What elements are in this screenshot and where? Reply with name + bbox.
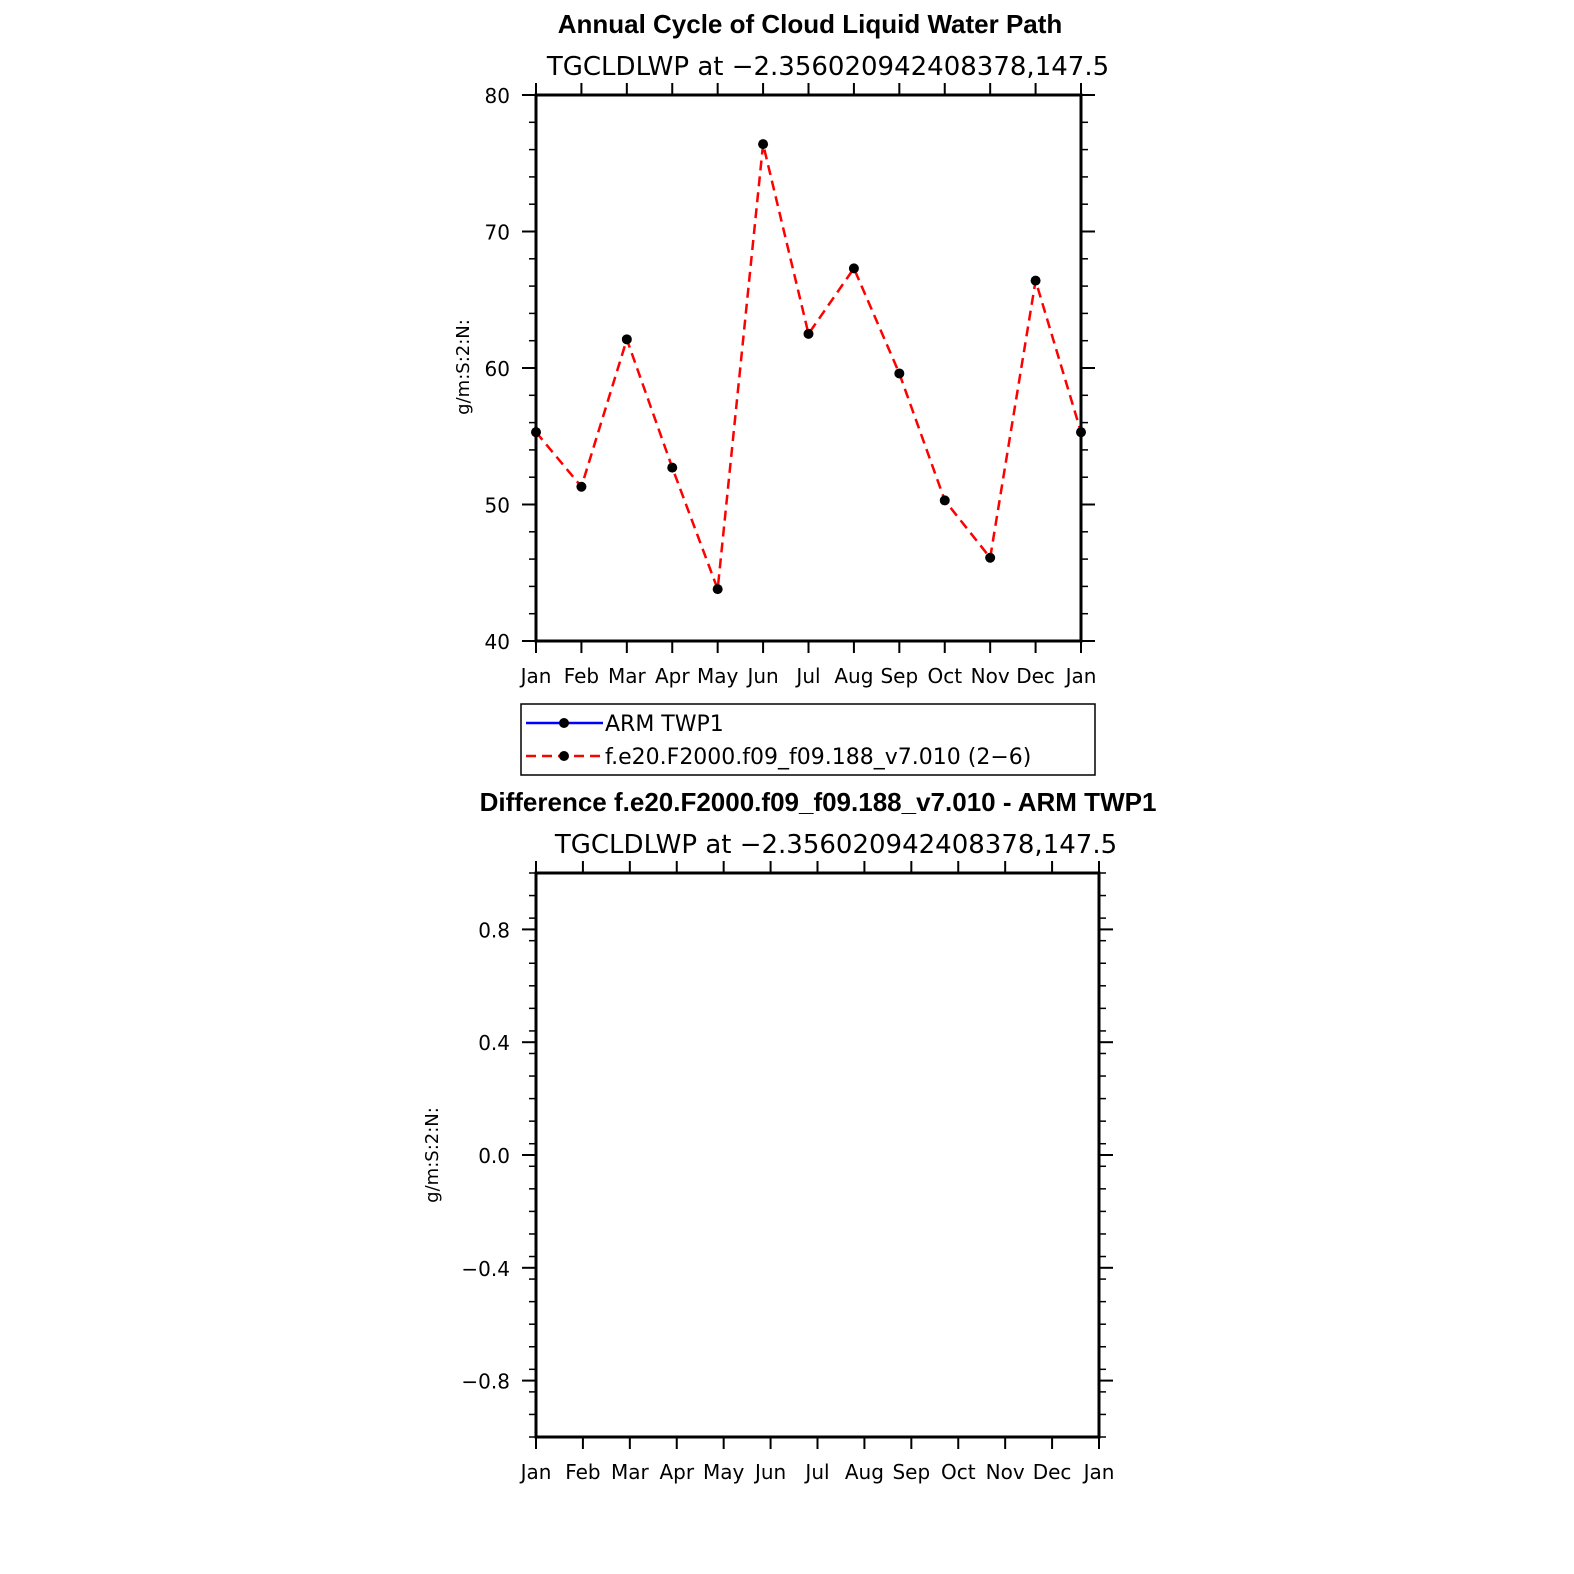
chart2-ylabel: g/m:S:2:N: [422, 1107, 443, 1203]
chart1-title: Annual Cycle of Cloud Liquid Water Path [557, 9, 1063, 39]
chart2-subtitle: TGCLDLWP at −2.356020942408378,147.5 [554, 830, 1118, 860]
chart1-xtick-label: Nov [970, 664, 1010, 688]
chart1-ytick-label: 50 [484, 493, 510, 518]
chart2-xtick-label: Nov [985, 1460, 1025, 1484]
chart1-xtick-label: Oct [927, 664, 963, 688]
legend-label-arm: ARM TWP1 [605, 712, 724, 737]
chart2-ytick-label: −0.8 [461, 1369, 510, 1394]
chart1-subtitle: TGCLDLWP at −2.356020942408378,147.5 [546, 52, 1110, 82]
chart2-xtick-label: Jul [805, 1460, 830, 1484]
chart1-ytick-label: 40 [484, 630, 510, 654]
annual-cycle-chart [453, 9, 1109, 775]
chart2-xtick-label: Sep [892, 1460, 931, 1484]
chart1-xtick-label: Jul [796, 664, 821, 688]
data-point [622, 334, 632, 344]
data-point [804, 329, 814, 339]
chart1-xtick-label: Feb [563, 664, 600, 688]
legend-marker-arm [559, 718, 569, 728]
data-point [667, 463, 677, 473]
difference-chart [422, 787, 1156, 1484]
chart2-xtick-label: Jan [1083, 1460, 1115, 1484]
chart2-ytick-label: −0.4 [461, 1256, 510, 1281]
chart1-series [531, 139, 1086, 594]
legend-label-model: f.e20.F2000.f09_f09.188_v7.010 (2−6) [605, 745, 1032, 770]
legend-marker-model [559, 751, 569, 761]
chart1-ytick-label: 70 [484, 220, 510, 245]
data-point [1031, 276, 1041, 286]
chart1-xtick-label: Apr [654, 664, 690, 688]
chart1-xtick-label: Dec [1016, 664, 1055, 688]
chart2-ytick-label: 0.8 [478, 918, 510, 943]
chart2-plot-frame [536, 873, 1099, 1437]
data-point [713, 584, 723, 594]
chart1-xtick-label: Jun [747, 664, 779, 688]
chart2-xtick-label: Jun [754, 1460, 787, 1484]
data-point [849, 263, 859, 273]
chart2-ytick-label: 0.4 [478, 1031, 510, 1056]
chart1-ytick-label: 60 [484, 357, 510, 381]
chart2-xtick-label: Oct [940, 1460, 976, 1484]
chart1-legend [521, 704, 1095, 775]
data-point [985, 553, 995, 563]
series-line-1 [536, 144, 1081, 589]
chart2-xtick-label: Apr [659, 1460, 695, 1484]
chart1-ticks [485, 83, 1097, 688]
data-point [576, 482, 586, 492]
chart1-xtick-label: Aug [834, 664, 874, 688]
chart1-xtick-label: Jan [1065, 664, 1097, 688]
chart2-xtick-label: Feb [565, 1460, 601, 1484]
chart2-xtick-label: Jan [520, 1460, 552, 1484]
chart2-ytick-label: 0.0 [478, 1144, 510, 1168]
chart2-xtick-label: Mar [610, 1460, 649, 1484]
data-point [940, 495, 950, 505]
chart1-xtick-label: Jan [520, 664, 552, 688]
data-point [894, 368, 904, 378]
chart1-xtick-label: Sep [880, 664, 919, 688]
chart1-ylabel: g/m:S:2:N: [453, 319, 474, 415]
chart2-xtick-label: Aug [844, 1460, 884, 1484]
chart2-xtick-label: May [702, 1460, 745, 1484]
data-point [758, 139, 768, 149]
chart1-xtick-label: May [696, 664, 739, 688]
chart1-xtick-label: Mar [607, 664, 646, 688]
chart2-ticks [461, 861, 1114, 1484]
chart1-ytick-label: 80 [484, 84, 510, 108]
chart2-xtick-label: Dec [1032, 1460, 1072, 1484]
chart2-title: Difference f.e20.F2000.f09_f09.188_v7.010 - ARM TWP1 [479, 787, 1157, 817]
